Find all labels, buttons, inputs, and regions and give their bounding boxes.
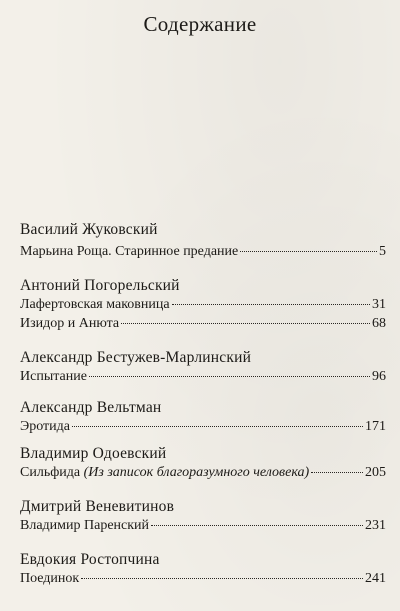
entry-title: Испытание	[20, 369, 87, 384]
entry-title: Сильфида (Из записок благоразумного человека)	[20, 465, 310, 480]
toc-entry[interactable]	[20, 419, 386, 437]
dot-leader	[151, 525, 363, 526]
dot-leader	[81, 578, 363, 579]
dot-leader	[240, 251, 377, 252]
entry-title: Лафертовская маковница	[20, 297, 170, 312]
author-name: Василий Жуковский	[20, 221, 158, 238]
author-name: Дмитрий Веневитинов	[20, 498, 175, 515]
page-number: 5	[379, 244, 386, 259]
page-number: 96	[372, 369, 386, 384]
toc-entry[interactable]	[20, 297, 386, 315]
page-number: 205	[365, 465, 386, 480]
entry-title: Марьина Роща. Старинное предание	[20, 244, 239, 259]
entry-title: Поединок	[20, 571, 80, 586]
toc-entry[interactable]	[20, 244, 386, 262]
toc-entry[interactable]	[20, 518, 386, 536]
author-name: Антоний Погорельский	[20, 277, 180, 294]
page-number: 31	[372, 297, 386, 312]
page-number: 241	[365, 571, 386, 586]
dot-leader	[311, 472, 363, 473]
page-number: 68	[372, 316, 386, 331]
dot-leader	[172, 304, 370, 305]
author-name: Владимир Одоевский	[20, 445, 167, 462]
toc-entry[interactable]	[20, 369, 386, 387]
entry-title: Изидор и Анюта	[20, 316, 120, 331]
toc-entry[interactable]	[20, 465, 386, 483]
entry-title: Владимир Паренский	[20, 518, 150, 533]
author-name: Александр Бестужев-Марлинский	[20, 349, 252, 366]
toc-entry[interactable]	[20, 316, 386, 334]
entry-title: Эротида	[20, 419, 71, 434]
page-title: Содержание	[143, 12, 257, 36]
toc-entry[interactable]	[20, 571, 386, 589]
author-name: Александр Вельтман	[20, 399, 162, 416]
author-name: Евдокия Ростопчина	[20, 551, 160, 568]
dot-leader	[89, 376, 370, 377]
page-number: 231	[365, 518, 386, 533]
page-number: 171	[365, 419, 386, 434]
dot-leader	[121, 323, 370, 324]
dot-leader	[72, 426, 363, 427]
